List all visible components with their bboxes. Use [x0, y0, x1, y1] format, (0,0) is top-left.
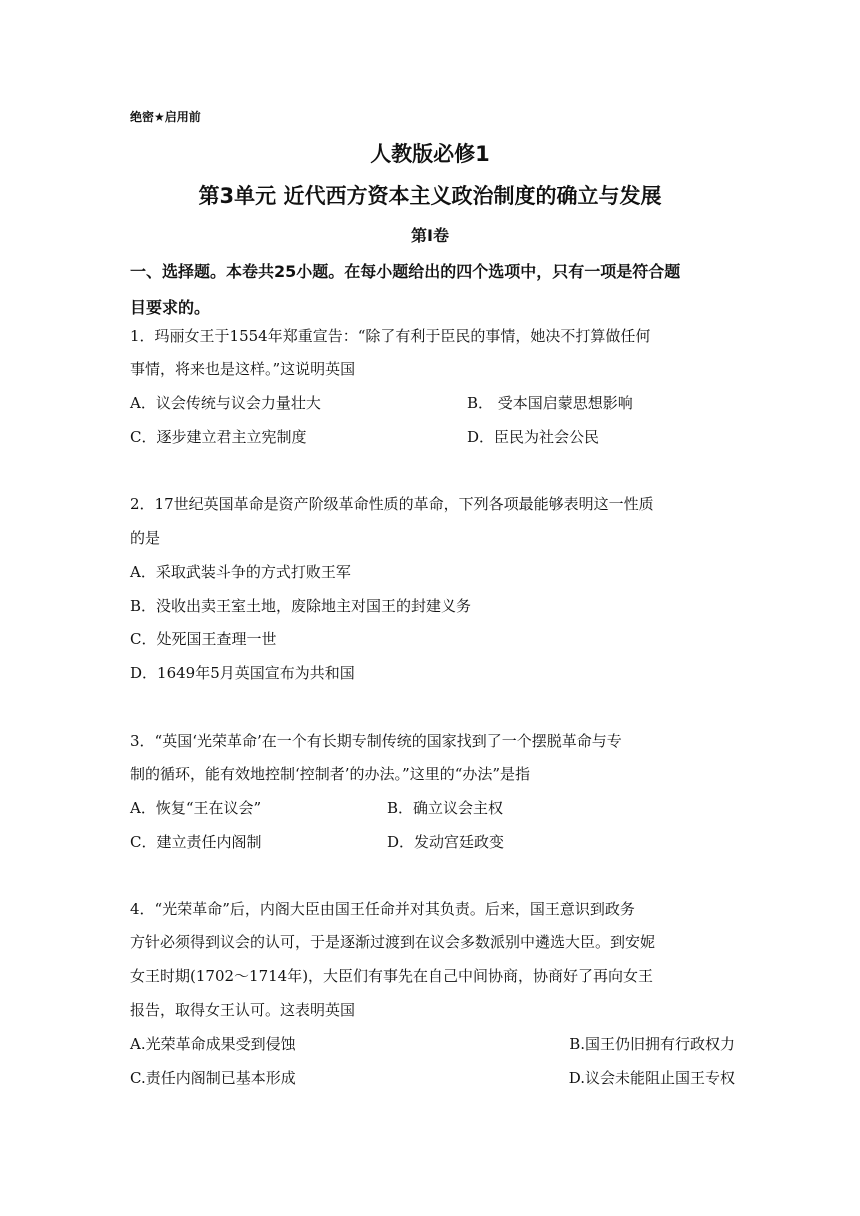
option-d: D．1649年5月英国宣布为共和国 — [130, 664, 355, 682]
option-c: C．逐步建立君主立宪制度 — [130, 428, 307, 446]
option-c: C．处死国王查理一世 — [130, 630, 277, 648]
book-title: 人教版必修1 — [370, 142, 490, 166]
question-text: 1．玛丽女王于1554年郑重宣告：“除了有利于臣民的事情，她决不打算做任何 — [130, 327, 651, 345]
question-text: 女王时期(1702～1714年)，大臣们有事先在自己中间协商，协商好了再向女王 — [130, 967, 654, 985]
question-text: 方针必须得到议会的认可，于是逐渐过渡到在议会多数派别中遴选大臣。到安妮 — [130, 933, 656, 951]
option-d: D．发动宫廷政变 — [387, 833, 505, 851]
question-text: 4．“光荣革命”后，内阁大臣由国王任命并对其负责。后来，国王意识到政务 — [130, 900, 635, 918]
option-a: A．议会传统与议会力量壮大 — [130, 394, 321, 412]
question-text: 事情，将来也是这样。”这说明英国 — [130, 360, 356, 378]
secret-label: 绝密★启用前 — [130, 110, 201, 124]
option-b: B.国王仍旧拥有行政权力 — [569, 1035, 735, 1053]
question-text: 制的循环，能有效地控制‘控制者’的办法。”这里的“办法”是指 — [130, 765, 531, 783]
option-a: A．恢复“王在议会” — [130, 799, 262, 817]
option-c: C.责任内阁制已基本形成 — [130, 1069, 296, 1087]
option-b: B．确立议会主权 — [387, 799, 504, 817]
section-line: 一、选择题。本卷共25小题。在每小题给出的四个选项中，只有一项是符合题 — [130, 262, 681, 281]
option-c: C．建立责任内阁制 — [130, 833, 262, 851]
option-b: B． 受本国启蒙思想影响 — [467, 394, 633, 412]
section-instructions — [130, 254, 735, 326]
question-text: 的是 — [130, 529, 161, 547]
question-text: 报告，取得女王认可。这表明英国 — [130, 1001, 356, 1019]
question-text: 3．“英国‘光荣革命’在一个有长期专制传统的国家找到了一个摆脱革命与专 — [130, 732, 622, 750]
option-a: A.光荣革命成果受到侵蚀 — [130, 1035, 296, 1053]
option-b: B．没收出卖王室土地，废除地主对国王的封建义务 — [130, 597, 472, 615]
section-line: 目要求的。 — [130, 298, 211, 317]
option-d: D.议会未能阻止国王专权 — [568, 1069, 735, 1087]
volume-title: 第Ⅰ卷 — [411, 226, 449, 245]
question-text: 2．17世纪英国革命是资产阶级革命性质的革命，下列各项最能够表明这一性质 — [130, 495, 654, 513]
option-a: A．采取武装斗争的方式打败王军 — [130, 563, 351, 581]
unit-title: 第3单元 近代西方资本主义政治制度的确立与发展 — [198, 184, 662, 208]
option-d: D．臣民为社会公民 — [467, 428, 600, 446]
